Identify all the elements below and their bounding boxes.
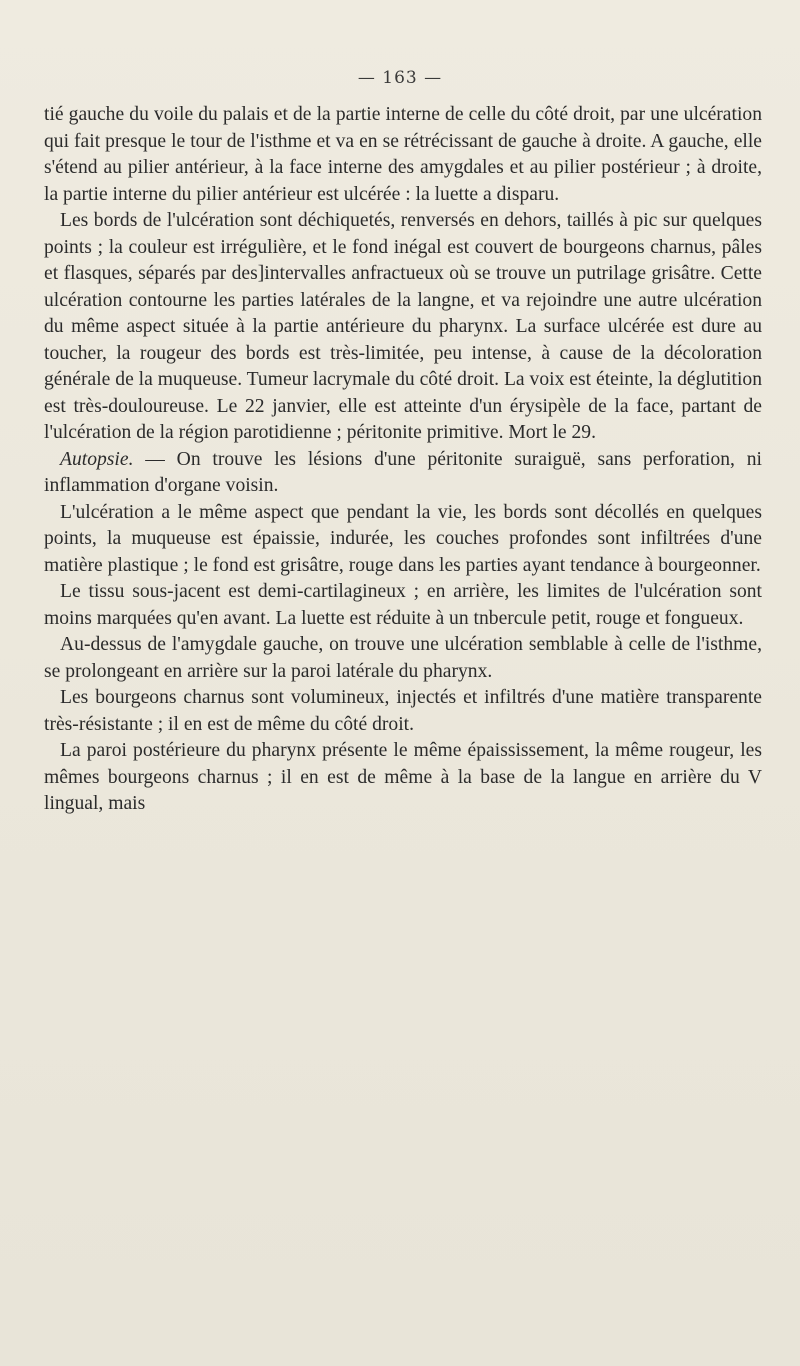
paragraph-3 <box>44 447 762 500</box>
paragraph-2: Les bords de l'ulcération sont déchiquetés, renversés en dehors, taillés à pic sur quelques points ; la couleur est irrégulière, et le fond inégal est couvert de bourgeons charnus, pâles et flasques, séparés par des]intervalles anfractueux où se trouve un putrilage grisâtre. Cette ulcération contourne les parties latérales de la langne, et va rejoindre une autre ulcération du même aspect située à la partie antérieure du pharynx. La surface ulcérée est dure au toucher, la rougeur des bords est très-limitée, peu intense, à cause de la décoloration générale de la muqueuse. Tumeur lacrymale du côté droit. La voix est éteinte, la déglutition est très-douloureuse. Le 22 janvier, elle est atteinte d'un érysipèle de la face, partant de l'ulcération de la région parotidienne ; péritonite primitive. Mort le 29. <box>44 210 762 443</box>
paragraph-7: Les bourgeons charnus sont volumineux, injectés et infiltrés d'une matière transparente très-résistante ; il en est de même du côté droit. <box>44 687 762 735</box>
paragraph-4: L'ulcération a le même aspect que pendant la vie, les bords sont décollés en quelques points, la muqueuse est épaissie, indurée, les couches profondes sont infiltrées d'une matière plastique ; le fond est grisâtre, rouge dans les parties ayant tendance à bourgeonner. <box>44 501 762 576</box>
body-text <box>44 102 762 818</box>
paragraph-5: Le tissu sous-jacent est demi-cartilagineux ; en arrière, les limites de l'ulcération sont moins marquées qu'en avant. La luette est réduite à un tnbercule petit, rouge et fongueux. <box>44 581 762 629</box>
paragraph-3-text: — On trouve les lésions d'une péritonite suraiguë, sans perforation, ni inflammation d'organe voisin. <box>44 448 762 496</box>
paragraph-1: tié gauche du voile du palais et de la partie interne de celle du côté droit, par une ulcération qui fait presque le tour de l'isthme et va en se rétrécissant de gauche à droite. A gauche, elle s'étend au pilier antérieur, à la face interne des amygdales et au pilier postérieur ; à droite, la partie interne du pilier antérieur est ulcérée : la luette a disparu. <box>44 104 762 205</box>
page-number: — 163 — <box>357 68 443 88</box>
paragraph-8: La paroi postérieure du pharynx présente le même épaississement, la même rougeur, les mêmes bourgeons charnus ; il en est de même à la base de la langue en arrière du V lingual, mais <box>44 740 762 814</box>
autopsie-label: Autopsie. <box>60 448 134 470</box>
paragraph-6: Au-dessus de l'amygdale gauche, on trouve une ulcération semblable à celle de l'isthme, se prolongeant en arrière sur la paroi latérale du pharynx. <box>44 634 762 682</box>
